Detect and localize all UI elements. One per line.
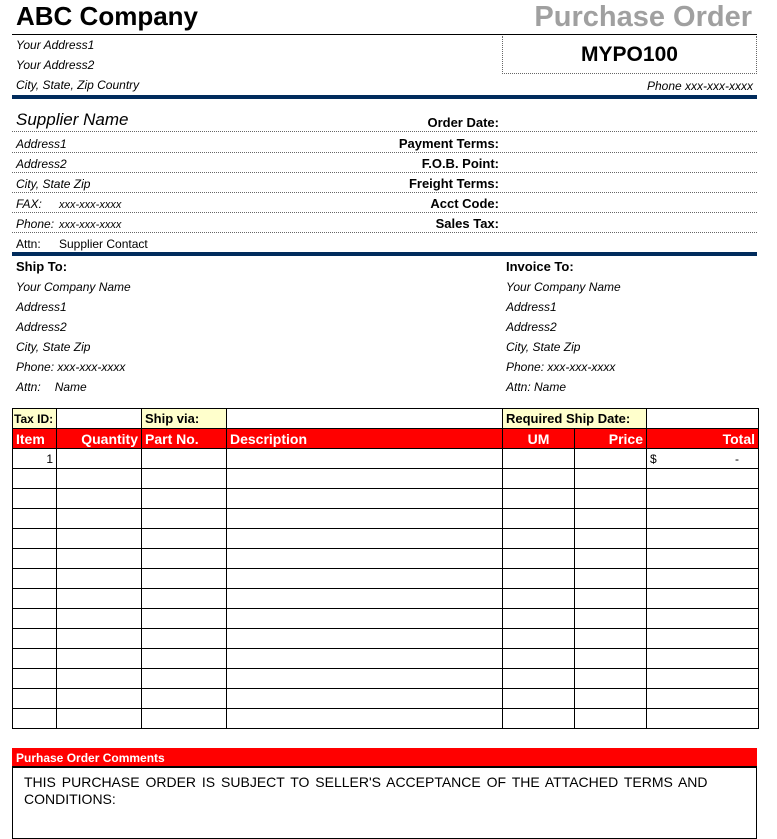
- supplier-row: [12, 111, 757, 132]
- item-cell[interactable]: [13, 569, 57, 589]
- um-cell[interactable]: [503, 689, 575, 709]
- price-cell[interactable]: [575, 489, 647, 509]
- empty-rows: [13, 469, 759, 729]
- table-row: [13, 469, 759, 489]
- items-table: [12, 408, 759, 729]
- column-header-total: Total: [647, 429, 759, 449]
- ship-to-title: Ship To:: [16, 259, 68, 274]
- ship-to-phone[interactable]: Phone: xxx-xxx-xxxx: [16, 360, 126, 374]
- item-cell[interactable]: [13, 469, 57, 489]
- part-no-cell[interactable]: [142, 649, 227, 669]
- part-no-cell[interactable]: [142, 589, 227, 609]
- um-cell[interactable]: [503, 609, 575, 629]
- invoice-to-company[interactable]: Your Company Name: [506, 280, 621, 294]
- total-cell[interactable]: [647, 569, 759, 589]
- order-date-label: Order Date:: [427, 115, 499, 130]
- um-cell[interactable]: [503, 529, 575, 549]
- ship-via-field[interactable]: [227, 409, 503, 429]
- table-row: [13, 669, 759, 689]
- um-cell[interactable]: [503, 489, 575, 509]
- navy-divider: [12, 95, 757, 99]
- um-cell[interactable]: [503, 649, 575, 669]
- ship-to-attn[interactable]: Name: [54, 380, 87, 394]
- table-row: [13, 529, 759, 549]
- document-title: Purchase Order: [534, 1, 752, 33]
- total-cell[interactable]: [647, 649, 759, 669]
- part-no-cell[interactable]: [142, 629, 227, 649]
- total-cell[interactable]: [647, 589, 759, 609]
- item-cell[interactable]: [13, 529, 57, 549]
- description-cell[interactable]: [227, 509, 503, 529]
- description-cell[interactable]: [227, 449, 503, 469]
- supplier-attn-row: [12, 232, 757, 252]
- comments-box[interactable]: [12, 768, 757, 839]
- part-no-cell[interactable]: [142, 509, 227, 529]
- part-no-cell[interactable]: [142, 669, 227, 689]
- description-cell[interactable]: [227, 469, 503, 489]
- total-currency: $: [650, 451, 657, 466]
- item-cell[interactable]: [13, 489, 57, 509]
- required-ship-date-label: Required Ship Date:: [503, 409, 647, 429]
- total-cell[interactable]: [647, 609, 759, 629]
- total-cell[interactable]: [647, 489, 759, 509]
- supplier-fax[interactable]: xxx-xxx-xxxx: [59, 199, 122, 211]
- part-no-cell[interactable]: [142, 549, 227, 569]
- company-name: ABC Company: [16, 1, 199, 31]
- sales-tax-label: Sales Tax:: [435, 216, 499, 231]
- description-cell[interactable]: [227, 589, 503, 609]
- invoice-to-block: [506, 257, 621, 397]
- invoice-to-city[interactable]: City, State Zip: [506, 340, 581, 354]
- item-cell[interactable]: [13, 549, 57, 569]
- quantity-cell[interactable]: [57, 449, 142, 469]
- item-cell[interactable]: [13, 589, 57, 609]
- price-cell[interactable]: [575, 669, 647, 689]
- table-row: [13, 609, 759, 629]
- quantity-cell[interactable]: [57, 609, 142, 629]
- ship-to-address2[interactable]: Address2: [16, 320, 67, 334]
- price-cell[interactable]: [575, 529, 647, 549]
- total-cell: [647, 449, 759, 469]
- table-row: [13, 649, 759, 669]
- quantity-cell[interactable]: [57, 569, 142, 589]
- part-no-cell[interactable]: [142, 449, 227, 469]
- quantity-cell[interactable]: [57, 509, 142, 529]
- price-cell[interactable]: [575, 629, 647, 649]
- quantity-cell[interactable]: [57, 649, 142, 669]
- quantity-cell[interactable]: [57, 689, 142, 709]
- column-header-item: Item: [13, 429, 57, 449]
- supplier-phone[interactable]: xxx-xxx-xxxx: [59, 219, 122, 231]
- column-header-part-no: Part No.: [142, 429, 227, 449]
- part-no-cell[interactable]: [142, 469, 227, 489]
- supplier-address2[interactable]: Address2: [16, 157, 67, 171]
- description-cell[interactable]: [227, 649, 503, 669]
- part-no-cell[interactable]: [142, 709, 227, 729]
- item-cell[interactable]: [13, 649, 57, 669]
- description-cell[interactable]: [227, 709, 503, 729]
- ship-to-attn-label: Attn:: [16, 380, 41, 394]
- comments-text[interactable]: THIS PURCHASE ORDER IS SUBJECT TO SELLER'S ACCEPTANCE OF THE ATTACHED TERMS AND CONDITIONS:: [24, 774, 708, 807]
- invoice-to-phone[interactable]: Phone: xxx-xxx-xxxx: [506, 360, 616, 374]
- total-cell[interactable]: [647, 689, 759, 709]
- required-ship-date-field[interactable]: [647, 409, 759, 429]
- um-cell[interactable]: [503, 629, 575, 649]
- column-header-description: Description: [227, 429, 503, 449]
- navy-divider: [12, 252, 757, 256]
- supplier-address1[interactable]: Address1: [16, 137, 67, 151]
- item-cell[interactable]: [13, 669, 57, 689]
- quantity-cell[interactable]: [57, 469, 142, 489]
- payment-terms-label: Payment Terms:: [398, 136, 499, 151]
- invoice-to-attn[interactable]: Attn: Name: [506, 380, 567, 394]
- supplier-row: [12, 132, 757, 153]
- total-cell[interactable]: [647, 529, 759, 549]
- table-row: [13, 689, 759, 709]
- ship-to-block: [16, 257, 131, 397]
- price-cell[interactable]: [575, 609, 647, 629]
- company-address2[interactable]: Your Address2: [16, 58, 95, 72]
- ship-via-label: Ship via:: [142, 409, 227, 429]
- description-cell[interactable]: [227, 689, 503, 709]
- quantity-cell[interactable]: [57, 589, 142, 609]
- part-no-cell[interactable]: [142, 529, 227, 549]
- acct-code-label: Acct Code:: [430, 196, 499, 211]
- item-cell[interactable]: [13, 709, 57, 729]
- part-no-cell[interactable]: [142, 689, 227, 709]
- description-cell[interactable]: [227, 609, 503, 629]
- price-cell[interactable]: [575, 569, 647, 589]
- um-cell[interactable]: [503, 509, 575, 529]
- part-no-cell[interactable]: [142, 489, 227, 509]
- table-row: [13, 489, 759, 509]
- item-cell[interactable]: [13, 509, 57, 529]
- total-cell[interactable]: [647, 549, 759, 569]
- order-meta-row: [13, 409, 759, 429]
- table-header-row: [13, 429, 759, 449]
- comments-header: [12, 748, 757, 768]
- invoice-to-title: Invoice To:: [506, 259, 574, 274]
- table-row: [13, 589, 759, 609]
- comments-title: Purhase Order Comments: [16, 751, 165, 765]
- price-cell[interactable]: [575, 589, 647, 609]
- supplier-city[interactable]: City, State Zip: [16, 177, 91, 191]
- invoice-to-address1[interactable]: Address1: [506, 300, 557, 314]
- price-cell[interactable]: [575, 689, 647, 709]
- price-cell[interactable]: [575, 709, 647, 729]
- part-no-cell[interactable]: [142, 609, 227, 629]
- company-phone[interactable]: Phone xxx-xxx-xxxx: [646, 79, 753, 93]
- price-cell[interactable]: [575, 509, 647, 529]
- description-cell[interactable]: [227, 669, 503, 689]
- total-cell[interactable]: [647, 629, 759, 649]
- quantity-cell[interactable]: [57, 669, 142, 689]
- um-cell[interactable]: [503, 589, 575, 609]
- column-header-um: UM: [503, 429, 575, 449]
- po-number[interactable]: MYPO100: [502, 36, 757, 74]
- quantity-cell[interactable]: [57, 529, 142, 549]
- description-cell[interactable]: [227, 629, 503, 649]
- supplier-row: [12, 192, 757, 213]
- total-cell[interactable]: [647, 669, 759, 689]
- invoice-to-address2[interactable]: Address2: [506, 320, 557, 334]
- table-row: [13, 629, 759, 649]
- price-cell[interactable]: [575, 549, 647, 569]
- quantity-cell[interactable]: [57, 629, 142, 649]
- fob-point-label: F.O.B. Point:: [421, 156, 499, 171]
- table-row: [13, 549, 759, 569]
- freight-terms-label: Freight Terms:: [408, 176, 499, 191]
- price-cell[interactable]: [575, 649, 647, 669]
- price-cell[interactable]: [575, 469, 647, 489]
- tax-id-label: Tax ID:: [13, 409, 57, 429]
- company-address1[interactable]: Your Address1: [16, 38, 95, 52]
- description-cell[interactable]: [227, 569, 503, 589]
- total-cell[interactable]: [647, 469, 759, 489]
- um-cell[interactable]: [503, 569, 575, 589]
- table-row: [13, 569, 759, 589]
- supplier-row: [12, 172, 757, 193]
- price-cell[interactable]: [575, 449, 647, 469]
- item-cell[interactable]: [13, 609, 57, 629]
- supplier-row: [12, 212, 757, 233]
- um-cell[interactable]: [503, 709, 575, 729]
- ship-to-city[interactable]: City, State Zip: [16, 340, 91, 354]
- ship-to-address1[interactable]: Address1: [16, 300, 67, 314]
- supplier-name[interactable]: Supplier Name: [16, 110, 129, 129]
- tax-id-field[interactable]: [57, 409, 142, 429]
- part-no-cell[interactable]: [142, 569, 227, 589]
- um-cell[interactable]: [503, 469, 575, 489]
- company-city[interactable]: City, State, Zip Country: [16, 78, 140, 92]
- um-cell[interactable]: [503, 449, 575, 469]
- item-cell[interactable]: [13, 629, 57, 649]
- table-row: [13, 709, 759, 729]
- um-cell[interactable]: [503, 549, 575, 569]
- supplier-row: [12, 152, 757, 173]
- um-cell[interactable]: [503, 669, 575, 689]
- description-cell[interactable]: [227, 489, 503, 509]
- total-cell[interactable]: [647, 709, 759, 729]
- column-header-quantity: Quantity: [57, 429, 142, 449]
- quantity-cell[interactable]: [57, 489, 142, 509]
- table-row: [13, 449, 759, 469]
- supplier-fax-label: FAX:: [16, 197, 42, 211]
- description-cell[interactable]: [227, 549, 503, 569]
- supplier-attn-label: Attn:: [16, 237, 41, 251]
- table-row: [13, 509, 759, 529]
- quantity-cell[interactable]: [57, 549, 142, 569]
- quantity-cell[interactable]: [57, 709, 142, 729]
- column-header-price: Price: [575, 429, 647, 449]
- ship-to-company[interactable]: Your Company Name: [16, 280, 131, 294]
- item-number[interactable]: 1: [13, 449, 57, 469]
- item-cell[interactable]: [13, 689, 57, 709]
- ship-to-attn-row: [16, 377, 131, 397]
- total-cell[interactable]: [647, 509, 759, 529]
- header-divider: [12, 34, 757, 35]
- description-cell[interactable]: [227, 529, 503, 549]
- supplier-contact[interactable]: Supplier Contact: [59, 237, 148, 251]
- supplier-phone-label: Phone:: [16, 217, 55, 231]
- total-value: -: [735, 451, 739, 466]
